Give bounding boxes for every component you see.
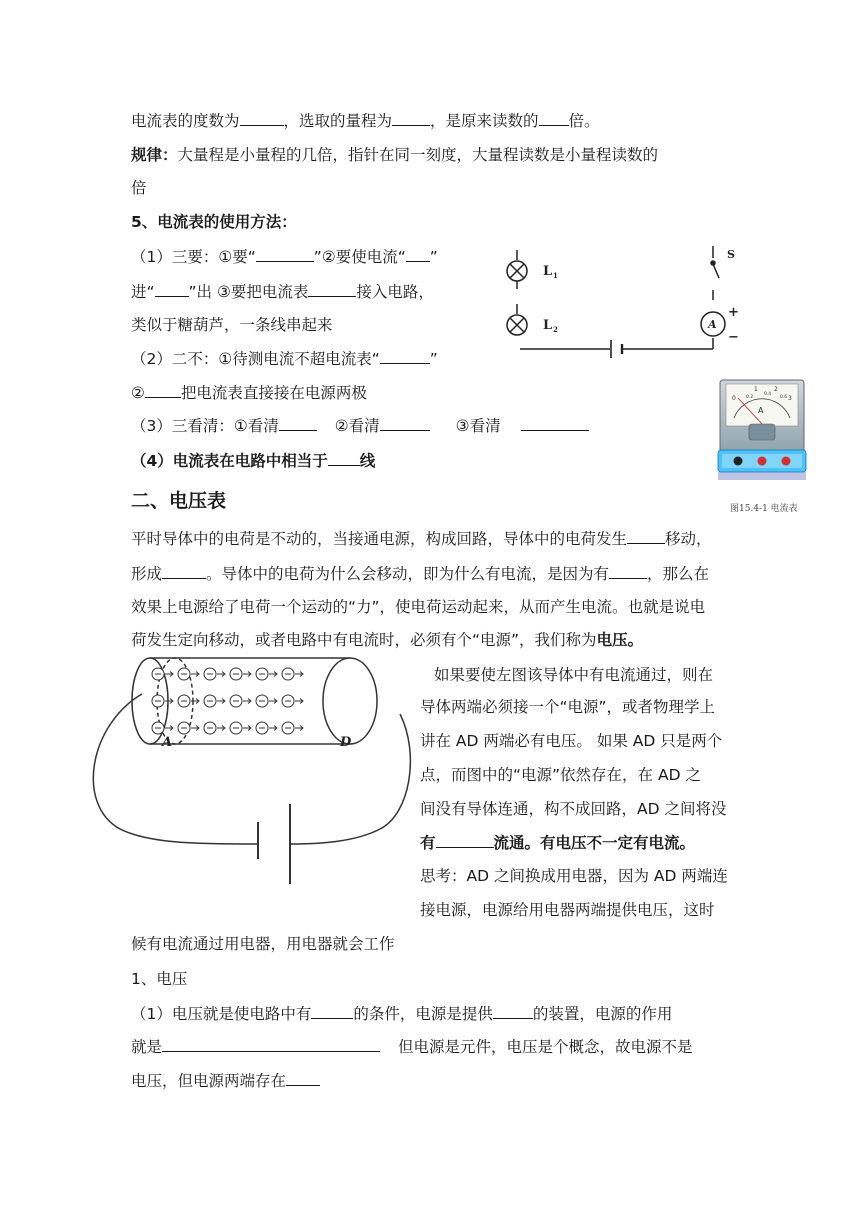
- para-line-1: 平时导体中的电荷是不动的，当接通电源，构成回路，导体中的电荷发生 移动，: [131, 527, 712, 550]
- arrow-right-icon: [269, 672, 277, 677]
- para-line-4: 荷发生定向移动，或者电路中有电流时，必须有个“电源”，我们称为电压。: [131, 631, 644, 649]
- rule-line: 规律：大量程是小量程的几倍，指针在同一刻度，大量程读数是小量程读数的: [131, 146, 659, 164]
- para-line-2: 形成 。导体中的电荷为什么会移动，即为什么有电流，是因为有 ，那么在: [131, 562, 709, 585]
- blank[interactable]: [286, 1069, 320, 1086]
- svg-text:0.6: 0.6: [780, 395, 788, 400]
- arrow-right-icon: [165, 726, 173, 731]
- blank[interactable]: [493, 1002, 533, 1019]
- electrons: [152, 668, 303, 734]
- arrow-right-icon: [165, 699, 173, 704]
- blank[interactable]: [311, 1002, 353, 1019]
- arrow-right-icon: [269, 726, 277, 731]
- usage-line-1: （1）三要：①要“ ”②要使电流“ ”: [131, 245, 438, 268]
- arrow-right-icon: [191, 672, 199, 677]
- svg-text:0: 0: [732, 395, 736, 402]
- usage-line-2: 进“ ”出 ③要把电流表 接入电路，: [131, 280, 434, 303]
- ammeter-photo: [716, 378, 808, 498]
- arrow-right-icon: [243, 672, 251, 677]
- lamp-l2-label: L: [543, 318, 553, 333]
- line-ammeter-reading: 电流表的度数为 ，选取的量程为 ，是原来读数的 倍。: [131, 109, 600, 132]
- para-line-3: 效果上电源给了电荷一个运动的“力”，使电荷运动起来，从而产生电流。也就是说电: [131, 598, 706, 616]
- svg-text:1: 1: [553, 271, 558, 280]
- side-line-7: 思考：AD 之间换成用电器，因为 AD 两端连: [420, 867, 728, 885]
- terminal-icon: [734, 457, 743, 466]
- terminal-icon: [782, 457, 791, 466]
- blank[interactable]: [145, 381, 181, 398]
- blank[interactable]: [328, 449, 360, 466]
- arrow-right-icon: [243, 699, 251, 704]
- minus-sign: −: [728, 330, 739, 345]
- meter-dial-letter: A: [758, 406, 764, 415]
- end-a-label: A: [162, 735, 173, 750]
- blank[interactable]: [406, 245, 430, 262]
- figure-caption: 图15.4-1 电流表: [730, 504, 798, 514]
- circuit-diagram: [495, 242, 755, 362]
- side-line-3: 讲在 AD 两端必有电压。 如果 AD 只是两个: [420, 732, 723, 750]
- blank[interactable]: [162, 562, 206, 579]
- arrow-right-icon: [217, 699, 225, 704]
- blank[interactable]: [380, 347, 430, 364]
- arrow-right-icon: [217, 672, 225, 677]
- svg-text:2: 2: [774, 386, 778, 393]
- usage-line-3: 类似于糖葫芦，一条线串起来: [131, 316, 333, 334]
- svg-text:2: 2: [553, 325, 558, 334]
- arrow-right-icon: [269, 699, 277, 704]
- ammeter-label: A: [708, 318, 717, 331]
- blank[interactable]: [155, 280, 189, 297]
- svg-text:0.4: 0.4: [764, 392, 772, 397]
- usage-line-6: （3）三看清：①看清 ②看清 ③看清: [131, 414, 589, 437]
- para-line-5: 候有电流通过用电器，用电器就会工作: [131, 935, 395, 953]
- blank[interactable]: [279, 414, 317, 431]
- switch-label: S: [727, 248, 735, 261]
- blank[interactable]: [539, 109, 569, 126]
- blank[interactable]: [609, 562, 647, 579]
- end-d-label: D: [340, 735, 352, 750]
- blank[interactable]: [240, 109, 284, 126]
- arrow-right-icon: [295, 672, 303, 677]
- side-line-6: 有 流通。有电压不一定有电流。: [420, 831, 695, 854]
- blank[interactable]: [521, 414, 589, 431]
- svg-text:1: 1: [754, 386, 758, 393]
- side-line-8: 接电源，电源给用电器两端提供电压，这时: [420, 901, 715, 919]
- arrow-right-icon: [295, 699, 303, 704]
- usage-line-5: ② 把电流表直接接在电源两极: [131, 381, 367, 404]
- svg-text:0.2: 0.2: [746, 395, 754, 400]
- blank[interactable]: [392, 109, 430, 126]
- side-line-2: 导体两端必须接一个“电源”，或者物理学上: [420, 698, 716, 716]
- arrow-right-icon: [295, 726, 303, 731]
- blank[interactable]: [308, 280, 356, 297]
- voltage-line-3: 电压，但电源两端存在: [131, 1069, 320, 1092]
- switch-icon: [713, 264, 719, 278]
- blank[interactable]: [256, 245, 314, 262]
- blank[interactable]: [380, 414, 430, 431]
- arrow-right-icon: [191, 726, 199, 731]
- blank[interactable]: [436, 831, 494, 848]
- arrow-right-icon: [243, 726, 251, 731]
- arrow-right-icon: [165, 672, 173, 677]
- usage-line-7: （4）电流表在电路中相当于 线: [131, 449, 375, 472]
- side-line-4: 点，而图中的“电源”依然存在，在 AD 之: [420, 766, 701, 784]
- arrow-right-icon: [217, 726, 225, 731]
- conductor-diagram: [80, 654, 420, 889]
- rule-line-cont: 倍: [131, 179, 147, 197]
- section-heading-voltmeter: 二、电压表: [131, 490, 227, 512]
- voltage-line-1: （1）电压就是使电路中有 的条件，电源是提供 的装置，电源的作用: [131, 1002, 672, 1025]
- plus-sign: +: [728, 305, 739, 320]
- blank[interactable]: [627, 527, 665, 544]
- lamp-l1-label: L: [543, 264, 553, 279]
- side-line-1: 如果要使左图该导体中有电流通过，则在: [434, 666, 714, 684]
- voltage-line-2: 就是 但电源是元件，电压是个概念，故电源不是: [131, 1035, 693, 1058]
- section-title-usage: 5、电流表的使用方法：: [131, 213, 297, 231]
- usage-line-4: （2）二不：①待测电流不超电流表“ ”: [131, 347, 438, 370]
- terminal-icon: [758, 457, 767, 466]
- side-line-5: 间没有导体连通，构不成回路，AD 之间将没: [420, 800, 727, 818]
- svg-text:3: 3: [788, 395, 792, 402]
- blank[interactable]: [162, 1035, 380, 1052]
- subsection-voltage: 1、电压: [131, 970, 188, 988]
- arrow-right-icon: [191, 699, 199, 704]
